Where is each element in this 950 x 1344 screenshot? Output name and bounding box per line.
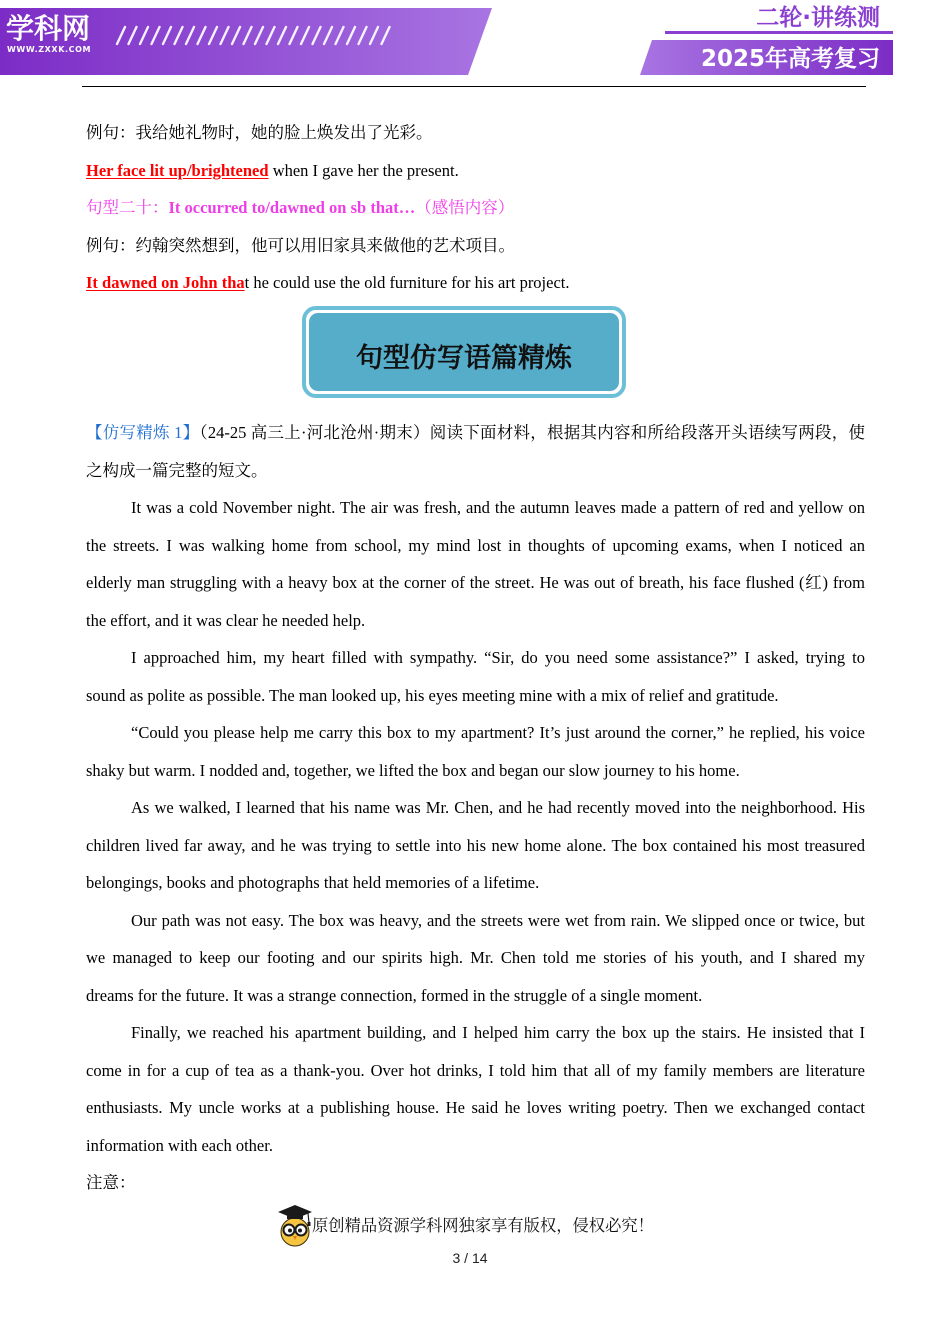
example-english-text: when I gave her the present. xyxy=(268,160,459,180)
example-chinese-line xyxy=(86,114,865,152)
passage-line: belongings, books and photographs that held memories of a lifetime. xyxy=(86,873,540,892)
exercise-section xyxy=(86,414,865,1202)
passage-line: we managed to keep our footing and our spirits high. Mr. Chen told me stories of his youth, and I shared my xyxy=(86,948,865,967)
passage-line: dreams for the future. It was a strange connection, formed in the struggle of a single moment. xyxy=(86,985,703,1005)
passage-line: shaky but warm. I nodded and, together, we lifted the box and began our slow journey to his home. xyxy=(86,760,740,780)
passage-paragraph xyxy=(86,714,865,789)
section-banner-title: 句型仿写语篇精炼 xyxy=(356,342,572,373)
passage-line: I approached him, my heart filled with sympathy. “Sir, do you need some assistance?” I asked, trying to xyxy=(131,648,865,667)
example-english-line xyxy=(86,152,865,190)
passage-line: “Could you please help me carry this box to my apartment? It’s just around the corner,” he replied, his voice xyxy=(131,723,865,742)
pattern-label: 句型二十： xyxy=(86,198,169,217)
page-number: 3 / 14 xyxy=(452,1250,488,1266)
passage-line: information with each other. xyxy=(86,1135,273,1155)
section-banner-fill xyxy=(309,313,619,391)
passage-paragraph xyxy=(86,789,865,902)
task-instruction-text: 之构成一篇完整的短文。 xyxy=(86,460,268,480)
passage-paragraph xyxy=(86,902,865,1015)
passage-line: As we walked, I learned that his name was Mr. Chen, and he had recently moved into the neighborhood. His xyxy=(131,798,865,817)
passage-line: the effort, and it was clear he needed help. xyxy=(86,610,366,630)
owl-mascot-icon xyxy=(276,1203,314,1247)
example-chinese-text: 例句：约翰突然想到，他可以用旧家具来做他的艺术项目。 xyxy=(86,235,515,255)
sentence-pattern-examples xyxy=(86,114,865,302)
example-highlight: Her face lit up/brightened xyxy=(86,160,269,180)
section-banner xyxy=(302,306,626,398)
pattern-structure: It occurred to/dawned on sb that… xyxy=(168,198,416,217)
header-series-title: 二轮·讲练测 xyxy=(756,5,880,31)
header-series-underline xyxy=(665,31,893,34)
passage-line: sound as polite as possible. The man looked up, his eyes meeting mine with a mix of relief and gratitude. xyxy=(86,685,779,705)
pattern-note: （感悟内容） xyxy=(415,198,515,217)
task-instruction-line xyxy=(86,452,865,490)
passage-line: children lived far away, and he was trying to settle into his new home alone. The box contained his most treasured xyxy=(86,835,865,855)
task-instruction-line xyxy=(86,414,865,452)
passage-line: It was a cold November night. The air was fresh, and the autumn leaves made a pattern of red and yellow on xyxy=(131,498,865,517)
header-subtitle: 2025年高考复习 xyxy=(700,46,880,72)
passage-line: come in for a cup of tea as a thank-you. Over hot drinks, I told him that all of my family members are literature xyxy=(86,1060,865,1080)
passage-line: Our path was not easy. The box was heavy, and the streets were wet from rain. We slipped once or twice, but xyxy=(131,910,865,930)
header-banner xyxy=(0,0,950,80)
pattern-heading xyxy=(86,189,865,227)
passage-line: the streets. I was walking home from school, my mind lost in thoughts of upcoming exams, when I noticed an xyxy=(86,535,865,555)
passage-line: elderly man struggling with a heavy box at the corner of the street. He was out of breath, his face flushed (红) from xyxy=(86,573,865,592)
logo-text: 学科网 xyxy=(6,12,91,45)
passage-line: Finally, we reached his apartment building, and I helped him carry the box up the stairs. He insisted that I xyxy=(131,1023,865,1042)
header-divider xyxy=(82,86,866,87)
passage-paragraph xyxy=(86,1014,865,1164)
note-label: 注意： xyxy=(86,1173,136,1192)
copyright-notice: 原创精品资源学科网独家享有版权，侵权必究！ xyxy=(312,1216,654,1235)
task-instruction-text: （24-25 高三上·河北沧州·期末）阅读下面材料，根据其内容和所给段落开头语续写两段，使 xyxy=(199,423,866,442)
exercise-tag: 【仿写精炼 1】 xyxy=(86,423,200,442)
logo-url-text: WWW.ZXXK.COM xyxy=(7,45,92,54)
example-english-text: t he could use the old furniture for his art project. xyxy=(244,273,570,292)
passage-paragraph xyxy=(86,639,865,714)
example-chinese-text: 例句：我给她礼物时，她的脸上焕发出了光彩。 xyxy=(86,123,433,142)
example-chinese-line xyxy=(86,227,865,265)
example-english-line xyxy=(86,264,865,302)
passage-paragraph xyxy=(86,489,865,639)
passage-line: enthusiasts. My uncle works at a publishing house. He said he loves writing poetry. Then we exchanged contact xyxy=(86,1098,865,1117)
example-highlight: It dawned on John tha xyxy=(86,273,245,292)
